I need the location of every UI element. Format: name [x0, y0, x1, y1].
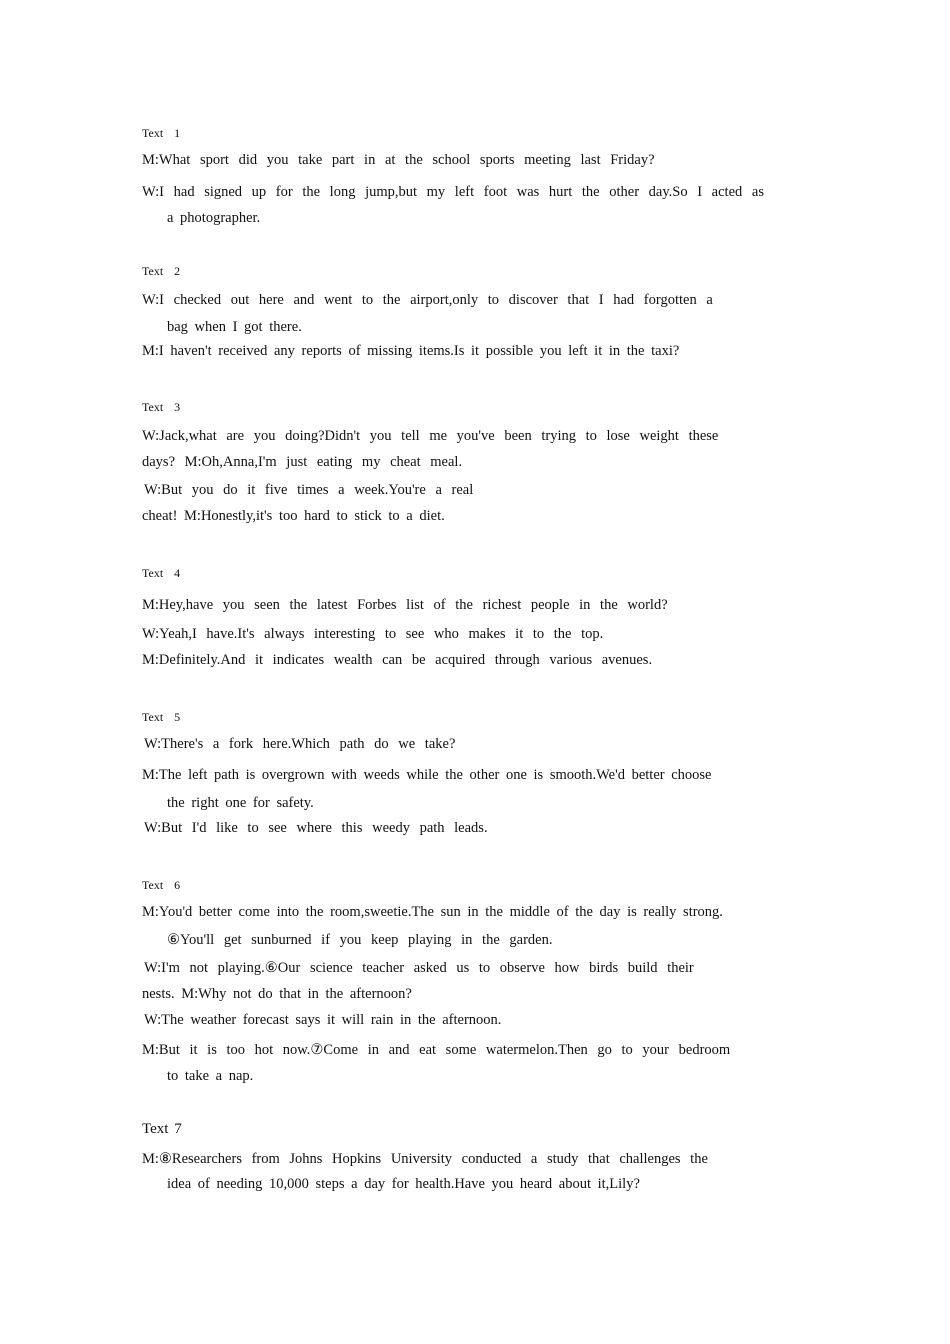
- dialogue-line: M:Hey,have you seen the latest Forbes list of the richest people in the world?: [142, 597, 668, 613]
- dialogue-line: bag when I got there.: [167, 319, 302, 335]
- dialogue-line: the right one for safety.: [167, 795, 314, 811]
- dialogue-line: W:Yeah,I have.It's always interesting to see who makes it to the top.: [142, 626, 604, 642]
- section-heading-3: Text 3: [142, 400, 181, 414]
- section-heading-2: Text 2: [142, 264, 181, 278]
- dialogue-line: M:Definitely.And it indicates wealth can be acquired through various avenues.: [142, 652, 653, 668]
- dialogue-line: M:What sport did you take part in at the school sports meeting last Friday?: [142, 152, 655, 168]
- dialogue-line: W:I checked out here and went to the airport,only to discover that I had forgotten a: [142, 292, 713, 308]
- dialogue-line: to take a nap.: [167, 1068, 254, 1084]
- section-heading-5: Text 5: [142, 710, 181, 724]
- dialogue-line: W:Jack,what are you doing?Didn't you tell me you've been trying to lose weight these: [142, 428, 719, 444]
- dialogue-line: M:I haven't received any reports of missing items.Is it possible you left it in the taxi?: [142, 343, 680, 359]
- dialogue-line: idea of needing 10,000 steps a day for health.Have you heard about it,Lily?: [167, 1176, 640, 1192]
- dialogue-line: W:But I'd like to see where this weedy path leads.: [144, 820, 488, 836]
- section-heading-6: Text 6: [142, 878, 181, 892]
- dialogue-line: a photographer.: [167, 210, 261, 226]
- dialogue-line: cheat! M:Honestly,it's too hard to stick to a diet.: [142, 508, 445, 524]
- dialogue-line: W:I had signed up for the long jump,but my left foot was hurt the other day.So I acted as: [142, 184, 764, 200]
- dialogue-line: M:The left path is overgrown with weeds while the other one is smooth.We'd better choose: [142, 767, 712, 783]
- dialogue-line: W:I'm not playing.⑥Our science teacher asked us to observe how birds build their: [144, 960, 694, 976]
- dialogue-line: W:There's a fork here.Which path do we take?: [144, 736, 456, 752]
- dialogue-line: days? M:Oh,Anna,I'm just eating my cheat meal.: [142, 454, 463, 470]
- section-heading-4: Text 4: [142, 566, 181, 580]
- section-heading-1: Text 1: [142, 126, 181, 140]
- dialogue-line: ⑥You'll get sunburned if you keep playing in the garden.: [167, 932, 553, 948]
- dialogue-line: W:But you do it five times a week.You're a real: [144, 482, 474, 498]
- dialogue-line: M:But it is too hot now.⑦Come in and eat some watermelon.Then go to your bedroom: [142, 1042, 731, 1058]
- dialogue-line: M:You'd better come into the room,sweetie.The sun in the middle of the day is really strong.: [142, 904, 723, 920]
- dialogue-line: nests. M:Why not do that in the afternoon?: [142, 986, 412, 1002]
- section-heading-7: Text 7: [142, 1121, 182, 1137]
- dialogue-line: M:⑧Researchers from Johns Hopkins University conducted a study that challenges the: [142, 1151, 708, 1167]
- dialogue-line: W:The weather forecast says it will rain in the afternoon.: [144, 1012, 502, 1028]
